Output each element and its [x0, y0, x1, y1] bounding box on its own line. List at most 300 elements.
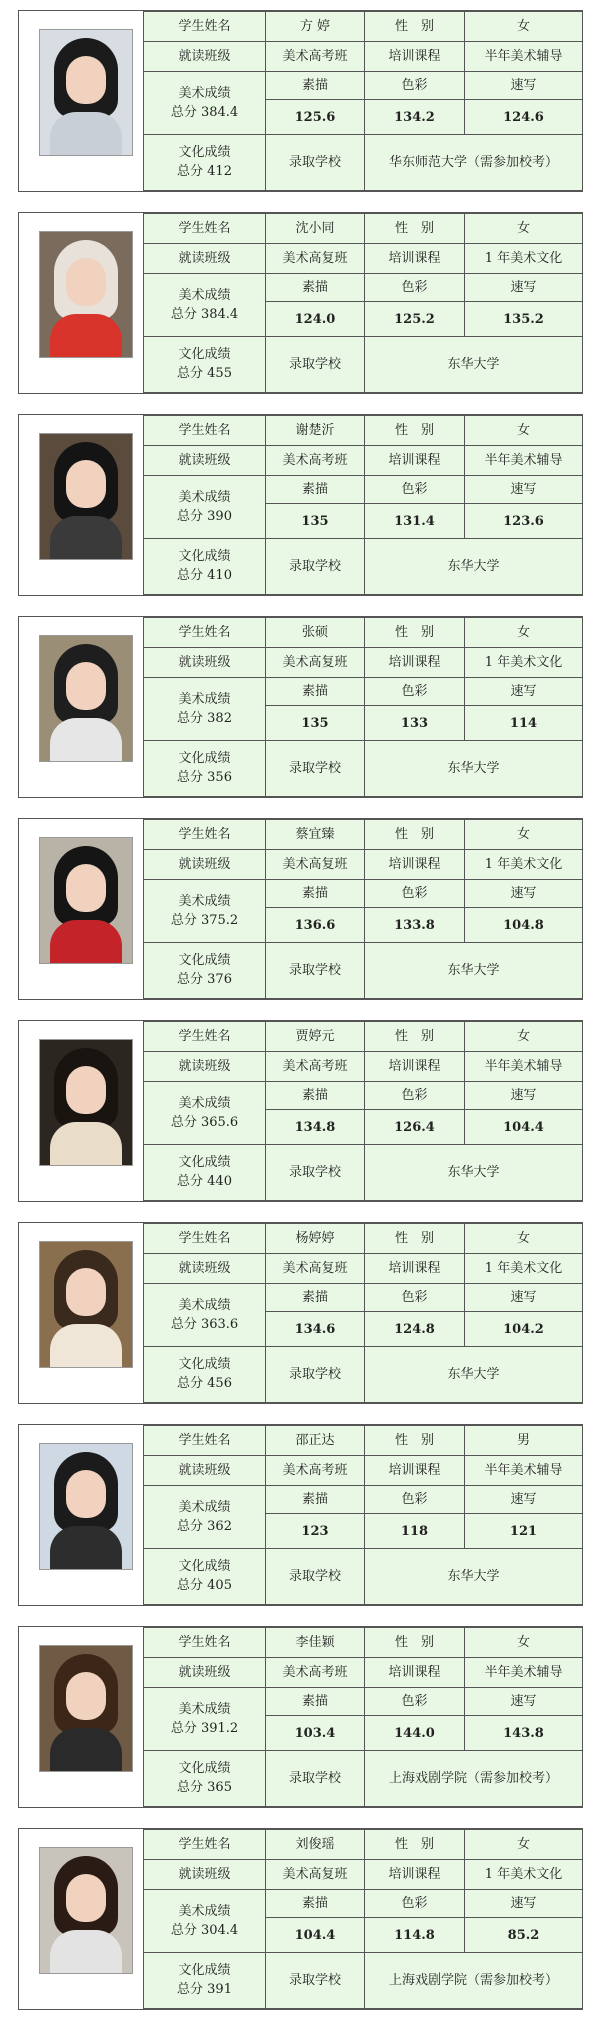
color-label: 色彩	[365, 1688, 465, 1716]
course-label: 培训课程	[365, 244, 465, 274]
culture-score-cell	[144, 1144, 266, 1200]
course-label: 培训课程	[365, 42, 465, 72]
class-label: 就读班级	[144, 1658, 266, 1688]
photo-face	[66, 864, 106, 912]
sketch-score: 135	[266, 706, 365, 740]
student-course: 1 年美术文化	[465, 648, 583, 678]
student-info-table	[143, 11, 583, 191]
course-label: 培训课程	[365, 1456, 465, 1486]
student-class: 美术高复班	[266, 244, 365, 274]
student-name: 邵正达	[266, 1426, 365, 1456]
course-label: 培训课程	[365, 446, 465, 476]
color-label: 色彩	[365, 1284, 465, 1312]
course-label: 培训课程	[365, 1658, 465, 1688]
student-class: 美术高考班	[266, 446, 365, 476]
course-label: 培训课程	[365, 1860, 465, 1890]
photo-face	[66, 662, 106, 710]
sketch-label: 素描	[266, 678, 365, 706]
photo-body	[50, 1324, 122, 1368]
student-class: 美术高考班	[266, 1456, 365, 1486]
sketch-score: 134.8	[266, 1110, 365, 1144]
photo-face	[66, 1268, 106, 1316]
student-gender: 女	[465, 1830, 583, 1860]
art-total-value: 365.6	[200, 1114, 239, 1130]
culture-total-prefix: 总分	[177, 1376, 204, 1392]
course-label: 培训课程	[365, 1052, 465, 1082]
class-label: 就读班级	[144, 850, 266, 880]
culture-total-prefix: 总分	[177, 1780, 204, 1796]
gender-label: 性 别	[365, 820, 465, 850]
art-total-prefix: 总分	[177, 1518, 204, 1534]
student-info-table	[143, 213, 583, 393]
culture-total-line	[146, 768, 263, 787]
art-score-cell	[144, 476, 266, 538]
art-total-line	[146, 1921, 263, 1940]
admitted-school-label: 录取学校	[266, 1144, 365, 1200]
student-photo	[39, 1645, 133, 1772]
student-course: 半年美术辅导	[465, 446, 583, 476]
student-photo	[39, 1241, 133, 1368]
art-score-cell	[144, 1890, 266, 1952]
photo-body	[50, 718, 122, 762]
quick-sketch-label: 速写	[465, 274, 583, 302]
student-name: 沈小同	[266, 214, 365, 244]
student-gender: 女	[465, 820, 583, 850]
culture-total-line	[146, 970, 263, 989]
name-label: 学生姓名	[144, 1628, 266, 1658]
admitted-school: 东华大学	[365, 336, 583, 392]
student-name: 刘俊瑶	[266, 1830, 365, 1860]
art-score-cell	[144, 72, 266, 134]
art-score-cell	[144, 1688, 266, 1750]
art-score-cell	[144, 1082, 266, 1144]
admitted-school-label: 录取学校	[266, 538, 365, 594]
student-photo	[39, 1847, 133, 1974]
student-class: 美术高复班	[266, 648, 365, 678]
quick-sketch-score: 135.2	[465, 302, 583, 336]
student-info-table	[143, 617, 583, 797]
photo-body	[50, 1526, 122, 1570]
name-label: 学生姓名	[144, 1426, 266, 1456]
art-total-prefix: 总分	[170, 306, 197, 322]
quick-sketch-label: 速写	[465, 678, 583, 706]
student-name: 张硕	[266, 618, 365, 648]
quick-sketch-score: 85.2	[465, 1918, 583, 1952]
sketch-score: 136.6	[266, 908, 365, 942]
gender-label: 性 别	[365, 1426, 465, 1456]
class-label: 就读班级	[144, 244, 266, 274]
sketch-score: 125.6	[266, 100, 365, 134]
photo-face	[66, 1470, 106, 1518]
culture-score-cell	[144, 134, 266, 190]
culture-total-value: 455	[207, 366, 232, 382]
culture-total-prefix: 总分	[177, 1174, 204, 1190]
art-total-line	[146, 1719, 263, 1738]
photo-cell	[19, 1829, 144, 2009]
art-total-prefix: 总分	[170, 1114, 197, 1130]
student-info-table	[143, 1223, 583, 1403]
student-class: 美术高复班	[266, 850, 365, 880]
art-total-prefix: 总分	[170, 1316, 197, 1332]
class-label: 就读班级	[144, 1456, 266, 1486]
student-card	[18, 212, 583, 394]
admitted-school: 东华大学	[365, 1144, 583, 1200]
culture-score-cell	[144, 740, 266, 796]
sketch-score: 104.4	[266, 1918, 365, 1952]
student-course: 半年美术辅导	[465, 1052, 583, 1082]
class-label: 就读班级	[144, 42, 266, 72]
photo-body	[50, 112, 122, 156]
student-class: 美术高复班	[266, 1860, 365, 1890]
art-total-line	[146, 709, 263, 728]
student-card	[18, 616, 583, 798]
class-label: 就读班级	[144, 1052, 266, 1082]
quick-sketch-score: 104.4	[465, 1110, 583, 1144]
art-score-cell	[144, 1284, 266, 1346]
color-score: 118	[365, 1514, 465, 1548]
student-gender: 女	[465, 618, 583, 648]
admitted-school-label: 录取学校	[266, 336, 365, 392]
art-total-line	[146, 305, 263, 324]
admitted-school: 上海戏剧学院（需参加校考）	[365, 1952, 583, 2008]
culture-total-value: 412	[207, 164, 232, 180]
photo-face	[66, 460, 106, 508]
quick-sketch-score: 104.8	[465, 908, 583, 942]
culture-score-label: 文化成绩	[178, 1963, 231, 1979]
art-score-label: 美术成绩	[178, 287, 231, 303]
culture-score-cell	[144, 1548, 266, 1604]
quick-sketch-label: 速写	[465, 1082, 583, 1110]
student-card	[18, 1626, 583, 1808]
gender-label: 性 别	[365, 416, 465, 446]
name-label: 学生姓名	[144, 1224, 266, 1254]
student-name: 谢楚沂	[266, 416, 365, 446]
art-score-label: 美术成绩	[178, 1701, 231, 1717]
art-total-line	[146, 911, 263, 930]
culture-score-cell	[144, 336, 266, 392]
gender-label: 性 别	[365, 1022, 465, 1052]
photo-face	[66, 1874, 106, 1922]
art-score-cell	[144, 880, 266, 942]
student-photo	[39, 231, 133, 358]
student-photo	[39, 433, 133, 560]
color-label: 色彩	[365, 678, 465, 706]
culture-score-label: 文化成绩	[178, 145, 231, 161]
art-total-line	[146, 1517, 263, 1536]
photo-body	[50, 920, 122, 964]
quick-sketch-label: 速写	[465, 72, 583, 100]
culture-total-value: 456	[207, 1376, 232, 1392]
student-card	[18, 818, 583, 1000]
admitted-school-label: 录取学校	[266, 740, 365, 796]
admitted-school-label: 录取学校	[266, 1548, 365, 1604]
photo-cell	[19, 819, 144, 999]
sketch-label: 素描	[266, 476, 365, 504]
color-label: 色彩	[365, 1082, 465, 1110]
art-total-line	[146, 507, 263, 526]
quick-sketch-label: 速写	[465, 1890, 583, 1918]
photo-cell	[19, 1425, 144, 1605]
gender-label: 性 别	[365, 1224, 465, 1254]
quick-sketch-label: 速写	[465, 880, 583, 908]
course-label: 培训课程	[365, 850, 465, 880]
course-label: 培训课程	[365, 1254, 465, 1284]
photo-cell	[19, 1223, 144, 1403]
class-label: 就读班级	[144, 1860, 266, 1890]
sketch-label: 素描	[266, 1688, 365, 1716]
culture-total-line	[146, 1778, 263, 1797]
student-card	[18, 10, 583, 192]
culture-score-cell	[144, 1750, 266, 1806]
gender-label: 性 别	[365, 618, 465, 648]
art-score-label: 美术成绩	[178, 691, 231, 707]
gender-label: 性 别	[365, 12, 465, 42]
student-gender: 女	[465, 12, 583, 42]
admitted-school: 东华大学	[365, 740, 583, 796]
culture-score-label: 文化成绩	[178, 1155, 231, 1171]
class-label: 就读班级	[144, 648, 266, 678]
culture-total-prefix: 总分	[177, 770, 204, 786]
photo-face	[66, 56, 106, 104]
art-total-prefix: 总分	[170, 104, 197, 120]
student-card	[18, 1424, 583, 1606]
sketch-score: 103.4	[266, 1716, 365, 1750]
name-label: 学生姓名	[144, 416, 266, 446]
name-label: 学生姓名	[144, 1022, 266, 1052]
photo-cell	[19, 1021, 144, 1201]
student-course: 半年美术辅导	[465, 42, 583, 72]
color-score: 131.4	[365, 504, 465, 538]
quick-sketch-score: 121	[465, 1514, 583, 1548]
student-card	[18, 414, 583, 596]
art-score-label: 美术成绩	[178, 85, 231, 101]
student-course: 半年美术辅导	[465, 1456, 583, 1486]
art-total-value: 384.4	[200, 104, 239, 120]
culture-total-value: 405	[207, 1578, 232, 1594]
culture-total-line	[146, 364, 263, 383]
culture-score-cell	[144, 538, 266, 594]
art-total-line	[146, 1315, 263, 1334]
admitted-school-label: 录取学校	[266, 942, 365, 998]
photo-body	[50, 1728, 122, 1772]
sketch-score: 124.0	[266, 302, 365, 336]
sketch-score: 123	[266, 1514, 365, 1548]
culture-total-value: 410	[207, 568, 232, 584]
sketch-label: 素描	[266, 1082, 365, 1110]
art-score-label: 美术成绩	[178, 893, 231, 909]
quick-sketch-label: 速写	[465, 1284, 583, 1312]
art-score-label: 美术成绩	[178, 489, 231, 505]
name-label: 学生姓名	[144, 214, 266, 244]
culture-score-cell	[144, 1952, 266, 2008]
color-score: 144.0	[365, 1716, 465, 1750]
culture-total-prefix: 总分	[177, 568, 204, 584]
sketch-label: 素描	[266, 880, 365, 908]
art-total-value: 391.2	[200, 1720, 239, 1736]
student-card	[18, 1020, 583, 1202]
student-gender: 女	[465, 416, 583, 446]
culture-score-label: 文化成绩	[178, 1357, 231, 1373]
culture-total-line	[146, 566, 263, 585]
culture-total-value: 365	[207, 1780, 232, 1796]
art-total-prefix: 总分	[170, 912, 197, 928]
student-class: 美术高考班	[266, 1658, 365, 1688]
culture-total-line	[146, 1172, 263, 1191]
color-score: 124.8	[365, 1312, 465, 1346]
student-class: 美术高复班	[266, 1254, 365, 1284]
student-gender: 女	[465, 1628, 583, 1658]
quick-sketch-label: 速写	[465, 1688, 583, 1716]
art-total-prefix: 总分	[177, 508, 204, 524]
culture-total-prefix: 总分	[177, 972, 204, 988]
culture-total-value: 356	[207, 770, 232, 786]
student-photo	[39, 29, 133, 156]
admitted-school-label: 录取学校	[266, 1952, 365, 2008]
photo-cell	[19, 617, 144, 797]
color-label: 色彩	[365, 476, 465, 504]
sketch-label: 素描	[266, 1284, 365, 1312]
culture-score-label: 文化成绩	[178, 751, 231, 767]
culture-total-value: 376	[207, 972, 232, 988]
art-score-label: 美术成绩	[178, 1095, 231, 1111]
photo-body	[50, 1122, 122, 1166]
photo-face	[66, 1066, 106, 1114]
sketch-label: 素描	[266, 274, 365, 302]
sketch-score: 134.6	[266, 1312, 365, 1346]
student-course: 1 年美术文化	[465, 1254, 583, 1284]
art-total-prefix: 总分	[170, 1720, 197, 1736]
student-photo	[39, 1039, 133, 1166]
culture-score-cell	[144, 1346, 266, 1402]
art-total-value: 375.2	[200, 912, 239, 928]
class-label: 就读班级	[144, 446, 266, 476]
class-label: 就读班级	[144, 1254, 266, 1284]
admitted-school: 华东师范大学（需参加校考）	[365, 134, 583, 190]
art-score-cell	[144, 1486, 266, 1548]
student-card	[18, 1222, 583, 1404]
student-class: 美术高考班	[266, 42, 365, 72]
art-total-value: 390	[207, 508, 232, 524]
sketch-label: 素描	[266, 1486, 365, 1514]
student-info-table	[143, 819, 583, 999]
student-name: 贾婷元	[266, 1022, 365, 1052]
quick-sketch-score: 123.6	[465, 504, 583, 538]
art-total-value: 384.4	[200, 306, 239, 322]
photo-cell	[19, 213, 144, 393]
student-photo	[39, 1443, 133, 1570]
color-label: 色彩	[365, 274, 465, 302]
name-label: 学生姓名	[144, 820, 266, 850]
admitted-school-label: 录取学校	[266, 1346, 365, 1402]
photo-cell	[19, 415, 144, 595]
color-label: 色彩	[365, 72, 465, 100]
color-score: 134.2	[365, 100, 465, 134]
color-score: 133	[365, 706, 465, 740]
color-label: 色彩	[365, 880, 465, 908]
student-info-table	[143, 415, 583, 595]
culture-total-prefix: 总分	[177, 1982, 204, 1998]
student-info-table	[143, 1627, 583, 1807]
art-total-prefix: 总分	[177, 710, 204, 726]
color-score: 125.2	[365, 302, 465, 336]
sketch-label: 素描	[266, 72, 365, 100]
culture-total-value: 391	[207, 1982, 232, 1998]
culture-total-line	[146, 1374, 263, 1393]
culture-score-label: 文化成绩	[178, 953, 231, 969]
admitted-school-label: 录取学校	[266, 1750, 365, 1806]
photo-face	[66, 258, 106, 306]
admitted-school: 东华大学	[365, 1548, 583, 1604]
art-total-prefix: 总分	[170, 1922, 197, 1938]
art-score-label: 美术成绩	[178, 1903, 231, 1919]
art-total-line	[146, 1113, 263, 1132]
student-course: 1 年美术文化	[465, 1860, 583, 1890]
culture-total-line	[146, 162, 263, 181]
student-gender: 女	[465, 1224, 583, 1254]
student-info-table	[143, 1829, 583, 2009]
student-course: 半年美术辅导	[465, 1658, 583, 1688]
student-gender: 女	[465, 214, 583, 244]
culture-score-label: 文化成绩	[178, 1559, 231, 1575]
admitted-school: 东华大学	[365, 1346, 583, 1402]
quick-sketch-score: 104.2	[465, 1312, 583, 1346]
sketch-label: 素描	[266, 1890, 365, 1918]
student-name: 杨婷婷	[266, 1224, 365, 1254]
culture-score-label: 文化成绩	[178, 347, 231, 363]
quick-sketch-score: 124.6	[465, 100, 583, 134]
photo-body	[50, 516, 122, 560]
quick-sketch-label: 速写	[465, 476, 583, 504]
color-score: 126.4	[365, 1110, 465, 1144]
art-score-cell	[144, 678, 266, 740]
photo-face	[66, 1672, 106, 1720]
student-info-table	[143, 1425, 583, 1605]
student-name: 李佳颖	[266, 1628, 365, 1658]
gender-label: 性 别	[365, 1830, 465, 1860]
culture-score-label: 文化成绩	[178, 1761, 231, 1777]
art-total-value: 362	[207, 1518, 232, 1534]
culture-total-prefix: 总分	[177, 1578, 204, 1594]
student-name: 方 婷	[266, 12, 365, 42]
art-score-cell	[144, 274, 266, 336]
photo-cell	[19, 1627, 144, 1807]
student-card	[18, 1828, 583, 2010]
art-total-line	[146, 103, 263, 122]
student-gender: 女	[465, 1022, 583, 1052]
quick-sketch-label: 速写	[465, 1486, 583, 1514]
student-course: 1 年美术文化	[465, 244, 583, 274]
student-info-table	[143, 1021, 583, 1201]
gender-label: 性 别	[365, 1628, 465, 1658]
gender-label: 性 别	[365, 214, 465, 244]
art-score-label: 美术成绩	[178, 1297, 231, 1313]
art-total-value: 363.6	[200, 1316, 239, 1332]
sketch-score: 135	[266, 504, 365, 538]
culture-total-line	[146, 1980, 263, 1999]
admitted-school: 上海戏剧学院（需参加校考）	[365, 1750, 583, 1806]
art-score-label: 美术成绩	[178, 1499, 231, 1515]
student-class: 美术高考班	[266, 1052, 365, 1082]
student-photo	[39, 837, 133, 964]
quick-sketch-score: 114	[465, 706, 583, 740]
art-total-value: 304.4	[200, 1922, 239, 1938]
quick-sketch-score: 143.8	[465, 1716, 583, 1750]
photo-body	[50, 1930, 122, 1974]
culture-total-value: 440	[207, 1174, 232, 1190]
color-label: 色彩	[365, 1486, 465, 1514]
photo-body	[50, 314, 122, 358]
admitted-school: 东华大学	[365, 538, 583, 594]
